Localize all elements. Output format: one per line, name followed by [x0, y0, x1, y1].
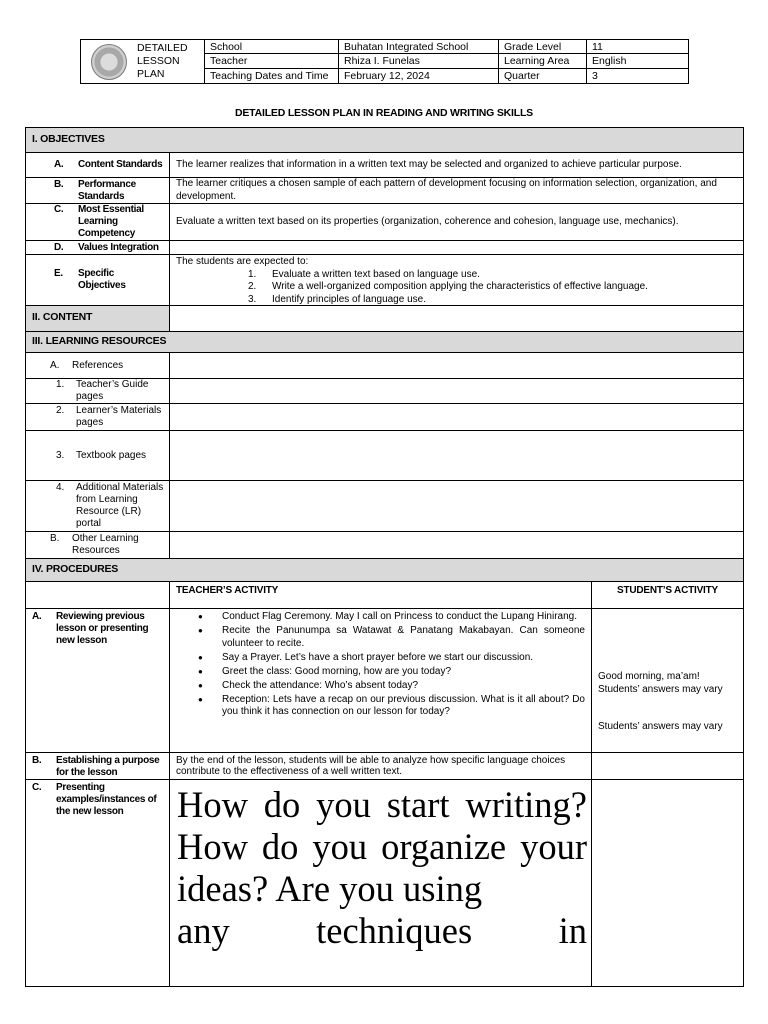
list-item: 1. Evaluate a written text based on language use. — [248, 268, 480, 280]
content-heading: II. CONTENT — [26, 306, 170, 331]
content-standards-label: Content Standards — [78, 159, 163, 170]
specific-objectives-intro: The students are expected to: — [176, 256, 309, 267]
bullet-icon: ● — [198, 680, 203, 690]
teacher-activity-header: TEACHER’S ACTIVITY — [170, 582, 592, 608]
performance-standards-text: The learner critiques a chosen sample of each pattern of development focusing on information selection, organization, and development. — [176, 178, 717, 202]
header-grid — [205, 40, 688, 83]
header-cell: February 12, 2024 — [339, 69, 499, 83]
resources-heading: III. LEARNING RESOURCES — [26, 332, 743, 352]
list-item: ● Conduct Flag Ceremony. May I call on Princess to conduct the Lupang Hinirang. — [180, 611, 585, 624]
values-integration-row: D. Values Integration — [26, 241, 743, 255]
student-response: Good morning, ma’am! — [598, 671, 700, 682]
student-response: Students’ answers may vary — [598, 683, 723, 695]
bullet-icon: ● — [198, 612, 203, 621]
specific-objectives-label: Specific Objectives — [78, 268, 126, 291]
list-item: ● Reception: Lets have a recap on our previous discussion. What is it all about? Do you think it has connection on our lesson for today? — [180, 694, 585, 719]
learners-materials-label: Learner’s Materials pages — [76, 405, 162, 428]
values-integration-text — [170, 241, 743, 254]
header-cell: Teacher — [205, 54, 339, 68]
header-cell: Grade Level — [499, 40, 587, 54]
procedure-c-row: C. Presenting examples/instances of the new lesson How do you start writing? How do you organize your ideas? Are you using any techniques in — [26, 780, 743, 986]
list-item: ● Check the attendance: Who’s absent today? — [180, 680, 585, 693]
additional-materials-row: 4. Additional Materials from Learning Resource (LR) portal — [26, 481, 743, 532]
procedure-a-row: A. Reviewing previous lesson or presenting new lesson ● Conduct Flag Ceremony. May I call on Princess to conduct the Lupang Hinirang. ● Recite the Panunumpa sa Watawat & Panatang Makabayan. Can someone volunteer to recite. ● Say a Prayer. Let’s have a short prayer before we start our discussion. ● Greet the class: Good morning, how are you today? ● Check the attendance: Who’s absent today? ● Reception: Lets have a recap on our previous discussion. What is it all about? Do you think it has connection on our lesson for today? Good morning, ma’am! Students’ answers may vary Students’ answers may vary — [26, 609, 743, 753]
header-cell: Buhatan Integrated School — [339, 40, 499, 54]
objectives-heading-row — [26, 128, 743, 153]
content-standards-row: A. Content Standards The learner realizes that information in a written text may be selected and organized to achieve particular purpose. — [26, 153, 743, 178]
bullet-icon: ● — [198, 626, 203, 635]
procedure-b-text: By the end of the lesson, students will be able to analyze how specific language choices contribute to the effectiveness of a well written text. — [170, 753, 592, 779]
procedure-a-bullets — [170, 609, 591, 722]
values-integration-label: Values Integration — [78, 241, 159, 253]
header-cell: 11 — [587, 40, 688, 54]
procedures-heading: IV. PROCEDURES — [26, 559, 743, 581]
other-resources-label: Other Learning Resources — [72, 533, 139, 556]
references-row: A. References — [26, 353, 743, 379]
header-cell: School — [205, 40, 339, 54]
additional-materials-label: Additional Materials from Learning Resource (LR) portal — [76, 482, 164, 529]
performance-standards-row: B. Performance Standards The learner critiques a chosen sample of each pattern of development focusing on information selection, organization, and development. — [26, 178, 743, 204]
melc-text: Evaluate a written text based on its properties (organization, coherence and cohesion, language use, mechanics). — [176, 215, 679, 227]
textbook-pages-label: Textbook pages — [76, 449, 147, 461]
header-cell: 3 — [592, 69, 598, 82]
teachers-guide-label: Teacher’s Guide pages — [76, 379, 149, 402]
header-cell: Quarter — [499, 69, 587, 83]
textbook-pages-row: 3. Textbook pages — [26, 431, 743, 481]
logo-cell — [81, 40, 205, 83]
other-resources-row: B. Other Learning Resources — [26, 532, 743, 559]
content-text — [170, 306, 743, 331]
activity-header-row — [26, 582, 743, 609]
list-item: ● Say a Prayer. Let’s have a short prayer before we start our discussion. — [180, 652, 585, 665]
learners-materials-row: 2. Learner’s Materials pages — [26, 404, 743, 431]
specific-objectives-row: E. Specific Objectives The students are expected to: 1. Evaluate a written text based on language use. 2. Write a well-organized composition applying the characteristics of effective language. 3. Identify principles of language use. — [26, 255, 743, 306]
references-label: References — [72, 359, 124, 371]
list-item: ● Recite the Panunumpa sa Watawat & Panatang Makabayan. Can someone volunteer to recite. — [180, 625, 585, 650]
header-cell: Learning Area — [499, 54, 587, 68]
specific-objectives-list — [176, 269, 737, 307]
lesson-plan-table — [25, 127, 744, 987]
bullet-icon: ● — [198, 666, 203, 676]
melc-label: Most Essential Learning Competency — [78, 204, 144, 239]
list-item: 3. Identify principles of language use. — [248, 293, 426, 305]
procedure-b-row: B. Establishing a purpose for the lesson By the end of the lesson, students will be able to analyze how specific language choices contribute to the effectiveness of a well written text. — [26, 753, 743, 780]
list-item: ● Greet the class: Good morning, how are you today? — [180, 666, 585, 679]
document-title: DETAILED LESSON PLAN IN READING AND WRITING SKILLS — [234, 107, 533, 119]
list-item: 2. Write a well-organized composition applying the characteristics of effective language. — [248, 281, 648, 292]
header-cell: English — [587, 54, 688, 68]
procedure-c-label: Presenting examples/instances of the new lesson — [56, 782, 157, 817]
objectives-heading: I. OBJECTIVES — [26, 128, 743, 152]
dlp-label: DETAILED LESSON PLAN — [137, 42, 188, 80]
student-response: Students’ answers may vary — [598, 721, 723, 732]
bullet-icon: ● — [198, 694, 203, 704]
deped-seal-logo — [91, 44, 127, 80]
header-table — [80, 39, 689, 84]
procedure-a-label: Reviewing previous lesson or presenting new lesson — [56, 611, 149, 646]
bullet-icon: ● — [198, 652, 203, 662]
resources-heading-row — [26, 332, 743, 353]
teachers-guide-row: 1. Teacher’s Guide pages — [26, 379, 743, 404]
header-cell: Rhiza I. Funelas — [339, 54, 499, 68]
header-cell: Teaching Dates and Time — [205, 69, 339, 83]
procedure-b-label: Establishing a purpose for the lesson — [56, 755, 160, 778]
content-standards-text: The learner realizes that information in a written text may be selected and organized to achieve particular purpose. — [176, 158, 682, 170]
student-activity-header: STUDENT’S ACTIVITY — [616, 585, 719, 596]
performance-standards-label: Performance Standards — [78, 178, 136, 202]
melc-row: C. Most Essential Learning Competency Evaluate a written text based on its properties (organization, coherence and cohesion, language use, mechanics). — [26, 204, 743, 241]
procedure-c-big-text: How do you start writing? How do you organize your ideas? Are you using any techniques in — [177, 784, 587, 951]
content-row — [26, 306, 743, 332]
procedures-heading-row — [26, 559, 743, 582]
